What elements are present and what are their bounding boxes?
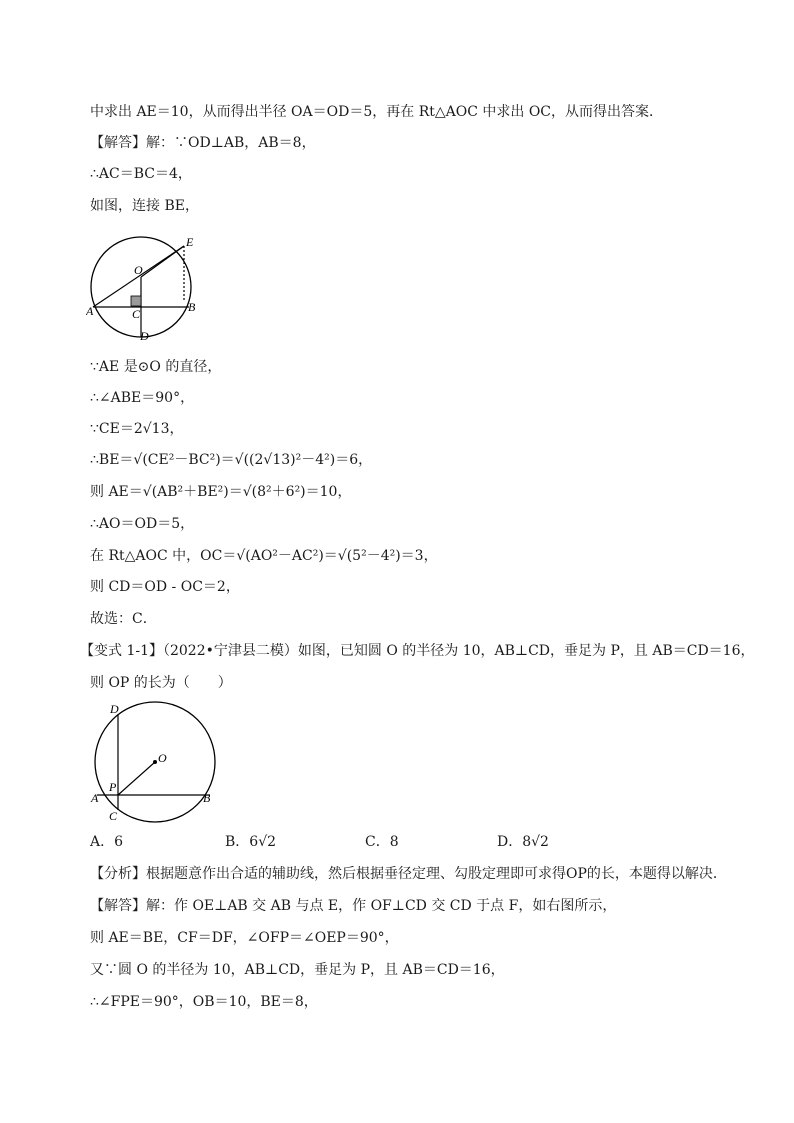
- label-d: D: [110, 702, 119, 716]
- label-o: O: [134, 263, 143, 277]
- label-c: C: [109, 809, 118, 823]
- label-p: P: [109, 780, 117, 794]
- label-a: A: [91, 791, 99, 805]
- label-a: A: [86, 304, 94, 318]
- label-c: C: [132, 307, 141, 321]
- analysis-line: 【分析】根据题意作出合适的辅助线，然后根据垂径定理、勾股定理即可求得OP的长，本题得以解决．: [90, 866, 727, 882]
- text-line: ∵AE 是⊙O 的直径，: [90, 359, 222, 375]
- text-line: 则 OP 的长为（ ）: [90, 675, 232, 691]
- text-line: 中求出 AE＝10，从而得出半径 OA＝OD＝5，再在 Rt△AOC 中求出 OC，从而得出答案．: [90, 104, 664, 120]
- choice-d[interactable]: D．8√2: [497, 834, 549, 850]
- problem-heading: 【变式 1-1】（2022•宁津县二模）如图，已知圆 O 的半径为 10，AB⊥CD，垂足为 P，且 AB＝CD＝16，: [80, 643, 755, 659]
- choice-b[interactable]: B．6√2: [225, 834, 277, 850]
- text-line: ∵CE＝2√13，: [90, 421, 184, 437]
- label-e: E: [186, 235, 194, 249]
- text-line: ∴AO＝OD＝5，: [90, 516, 195, 532]
- text-line: 在 Rt△AOC 中，OC＝√(AO²－AC²)＝√(5²－4²)＝3，: [90, 548, 438, 564]
- text-line: 又∵圆 O 的半径为 10，AB⊥CD，垂足为 P，且 AB＝CD＝16，: [90, 962, 505, 978]
- label-b: B: [188, 300, 196, 314]
- figure-circle-1: [86, 232, 206, 344]
- text-line: 则 CD＝OD - OC＝2，: [90, 579, 240, 595]
- text-line: ∴BE＝√(CE²－BC²)＝√((2√13)²－4²)＝6，: [90, 452, 373, 468]
- text-line: 则 AE＝√(AB²＋BE²)＝√(8²＋6²)＝10，: [90, 484, 352, 500]
- text-line: 【解答】解：∵OD⊥AB，AB＝8，: [90, 135, 316, 151]
- choice-c[interactable]: C．8: [365, 834, 399, 850]
- text-line: 故选：C．: [90, 611, 157, 627]
- label-o: O: [158, 751, 167, 765]
- choice-a[interactable]: A．6: [90, 834, 124, 850]
- label-b: B: [203, 791, 211, 805]
- label-d: D: [140, 329, 149, 343]
- figure-circle-2: [88, 700, 223, 825]
- text-line: ∴∠FPE＝90°，OB＝10，BE＝8，: [90, 994, 318, 1010]
- text-line: ∴∠ABE＝90°，: [90, 390, 195, 406]
- text-line: 如图，连接 BE，: [90, 198, 199, 214]
- text-line: 则 AE＝BE，CF＝DF，∠OFP＝∠OEP＝90°，: [90, 930, 399, 946]
- text-line: ∴AC＝BC＝4，: [90, 166, 192, 182]
- text-line: 【解答】解：作 OE⊥AB 交 AB 与点 E，作 OF⊥CD 交 CD 于点 F，如右图所示，: [90, 898, 617, 914]
